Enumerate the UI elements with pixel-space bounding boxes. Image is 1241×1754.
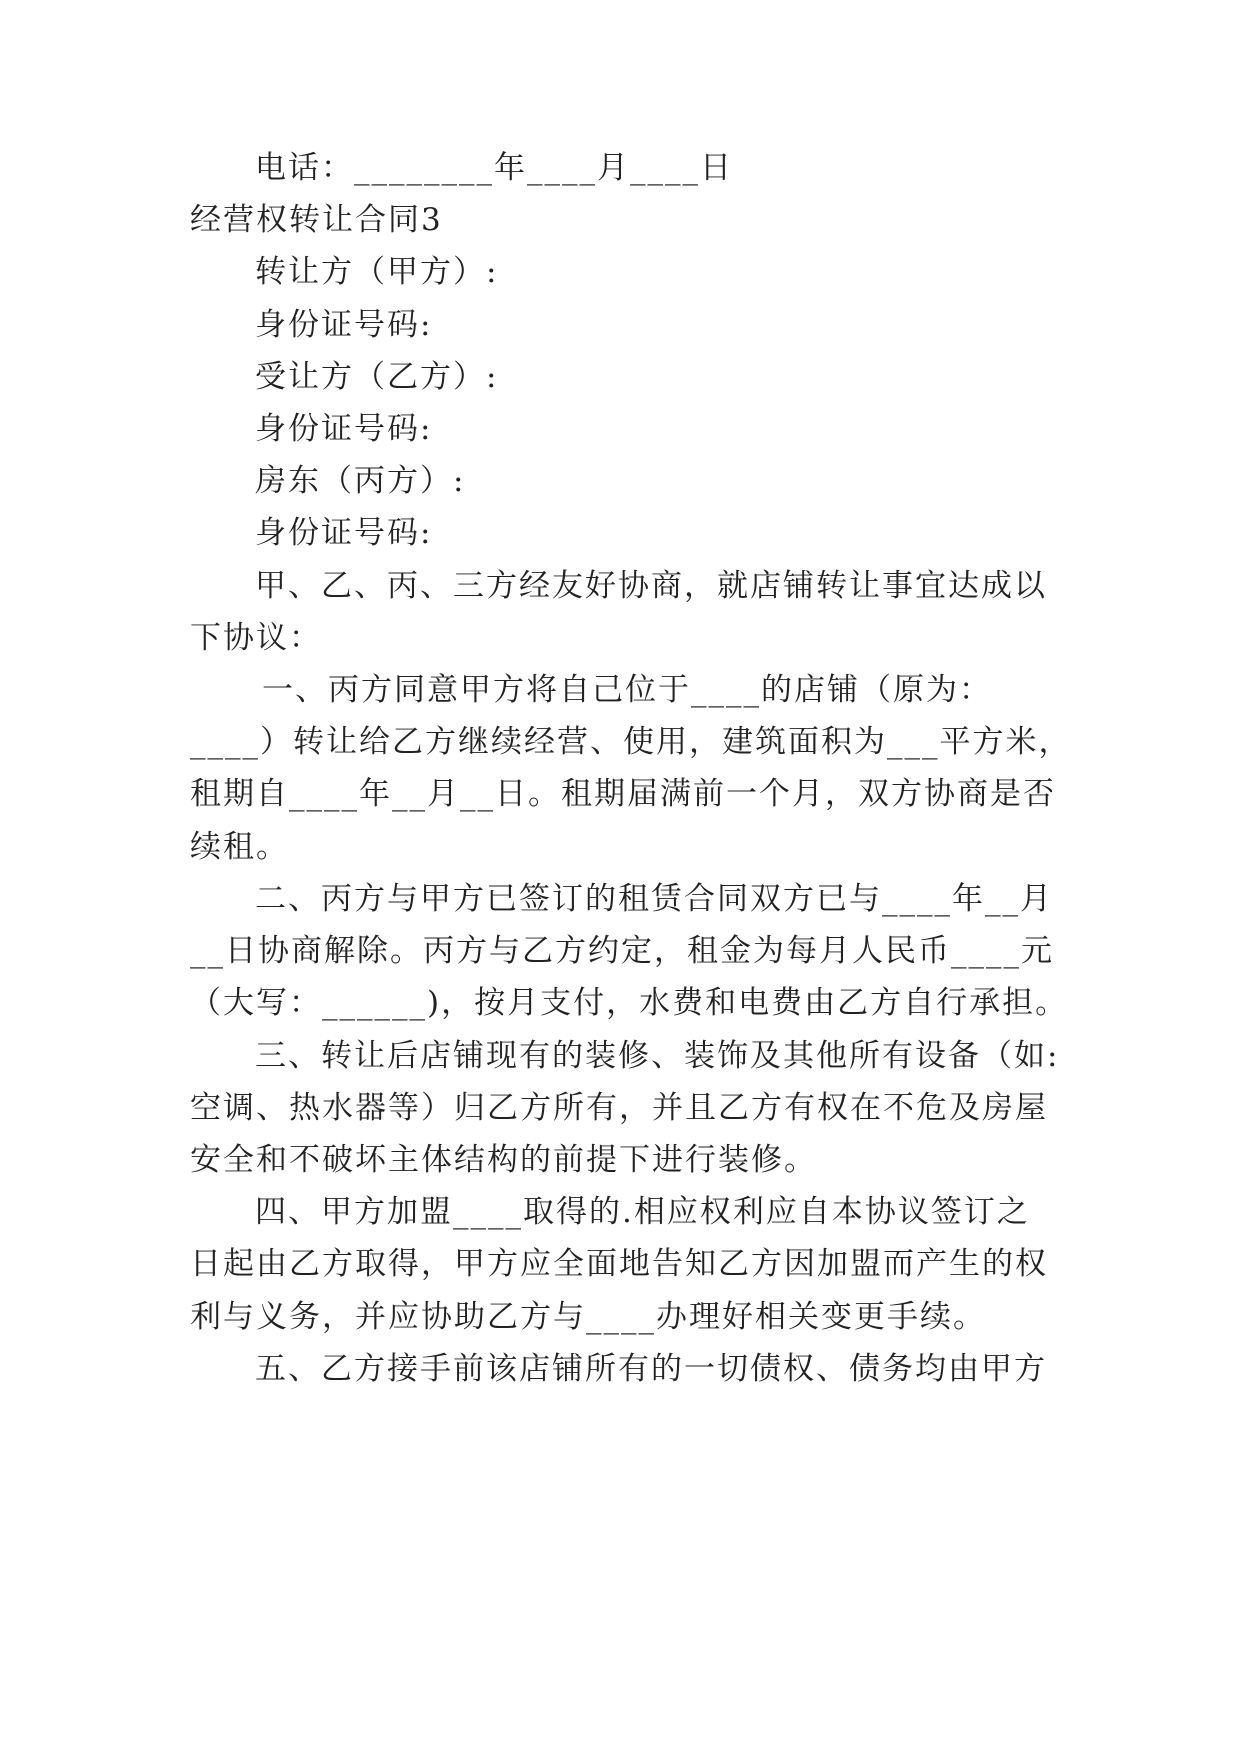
clause-2-line: __日协商解除。丙方与乙方约定，租金为每月人民币____元 <box>190 933 1054 969</box>
transferee-id-line: 身份证号码: <box>255 411 433 447</box>
document-title: 经营权转让合同3 <box>190 202 443 238</box>
landlord-line: 房东（丙方）: <box>255 463 466 499</box>
clause-1-line: 租期自____年__月__日。租期届满前一个月，双方协商是否 <box>190 776 1056 812</box>
clause-2-line: 二、丙方与甲方已签订的租赁合同双方已与____年__月 <box>255 881 1053 917</box>
phone-date-line: 电话：________年____月____日 <box>255 150 733 186</box>
landlord-id-line: 身份证号码: <box>255 515 433 551</box>
clause-4-line: 四、甲方加盟____取得的.相应权利应自本协议签订之 <box>255 1194 1030 1230</box>
intro-line: 甲、乙、丙、三方经友好协商，就店铺转让事宜达成以 <box>255 568 1047 604</box>
intro-line: 下协议： <box>190 620 322 656</box>
clause-3-line: 三、转让后店铺现有的装修、装饰及其他所有设备（如: <box>255 1038 1060 1074</box>
transferor-id-line: 身份证号码: <box>255 307 433 343</box>
clause-2-line: （大写：______)，按月支付，水费和电费由乙方自行承担。 <box>190 985 1069 1021</box>
clause-4-line: 利与义务，并应协助乙方与____办理好相关变更手续。 <box>190 1299 986 1335</box>
transferee-line: 受让方（乙方）: <box>255 359 499 395</box>
clause-1-line: 一、丙方同意甲方将自己位于____的店铺（原为： <box>262 672 992 708</box>
clause-3-line: 空调、热水器等）归乙方所有，并且乙方有权在不危及房屋 <box>190 1090 1048 1126</box>
transferor-line: 转让方（甲方）: <box>255 254 499 290</box>
clause-1-line: 续租。 <box>190 829 289 865</box>
clause-4-line: 日起由乙方取得，甲方应全面地告知乙方因加盟而产生的权 <box>190 1246 1048 1282</box>
clause-1-line: ____）转让给乙方继续经营、使用，建筑面积为___平方米， <box>190 724 1072 760</box>
clause-5-line: 五、乙方接手前该店铺所有的一切债权、债务均由甲方 <box>255 1351 1047 1387</box>
clause-3-line: 安全和不破坏主体结构的前提下进行装修。 <box>190 1142 817 1178</box>
